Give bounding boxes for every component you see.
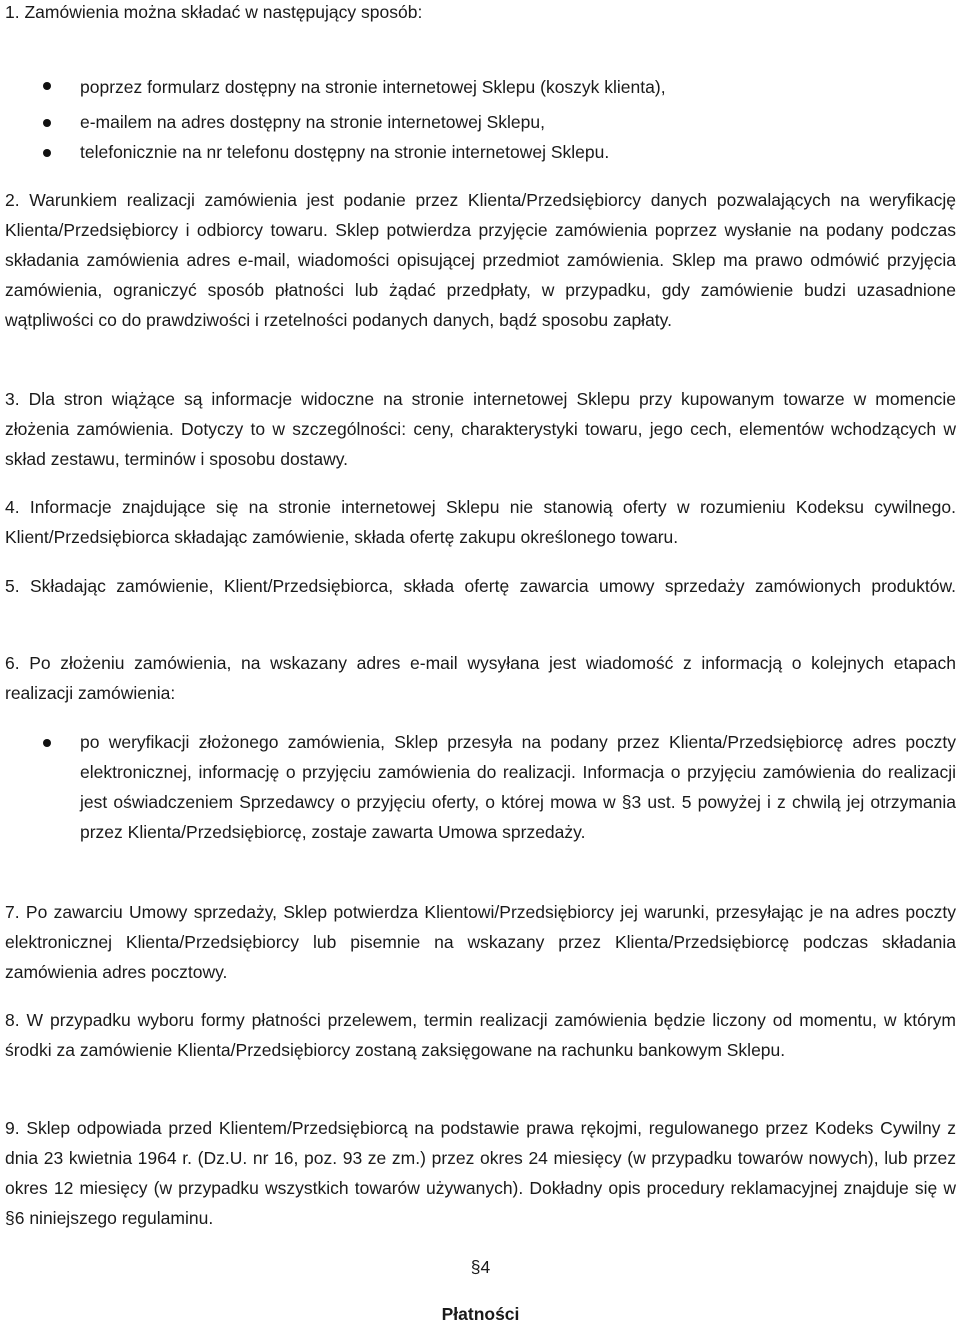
section-4-paragraph: 4. Informacje znajdujące się na stronie internetowej Sklepu nie stanowią oferty w rozumieniu Kodeksu cywilnego. Klient/Przedsiębiorca składając zamówienie, składa ofertę zakupu określonego towaru.	[5, 497, 956, 547]
section-7-paragraph: 7. Po zawarciu Umowy sprzedaży, Sklep potwierdza Klientowi/Przedsiębiorcy jej warunki, przesyłając je na adres poczty elektronicznej Klienta/Przedsiębiorcy lub pisemnie na wskazany przez Klienta/Przedsiębiorcę podczas składania zamówienia adres pocztowy.	[5, 902, 956, 982]
section-1-intro: 1. Zamówienia można składać w następujący sposób:	[5, 2, 423, 22]
section-1-bullet-list	[5, 70, 956, 167]
section-9-paragraph: 9. Sklep odpowiada przed Klientem/Przedsiębiorcą na podstawie prawa rękojmi, regulowanego przez Kodeks Cywilny z dnia 23 kwietnia 1964 r. (Dz.U. nr 16, poz. 93 ze zm.) przez okres 24 miesięcy (w przypadku towarów nowych), lub przez okres 12 miesięcy (w przypadku wszystkich towarów używanych). Dokładny opis procedury reklamacyjnej znajduje się w §6 niniejszego regulaminu.	[5, 1118, 956, 1228]
list-item: po weryfikacji złożonego zamówienia, Sklep przesyła na podany przez Klienta/Przedsiębiorcę adres poczty elektronicznej, informację o przyjęciu zamówienia do realizacji. Informacja o przyjęciu zamówienia do realizacji jest oświadczeniem Sprzedawcy o przyjęciu oferty, o której mowa w §3 ust. 5 powyżej i z chwilą jej otrzymania przez Klienta/Przedsiębiorcę, zostaje zawarta Umowa sprzedaży.	[5, 727, 956, 847]
section-6-bullet-list	[5, 727, 956, 847]
section-title: Płatności	[441, 1304, 520, 1324]
bullet-icon	[43, 119, 51, 127]
section-number: §4	[470, 1257, 491, 1277]
bullet-icon	[43, 739, 51, 747]
section-2-paragraph: 2. Warunkiem realizacji zamówienia jest podanie przez Klienta/Przedsiębiorcy danych pozwalających na weryfikację Klienta/Przedsiębiorcy i odbiorcy towaru. Sklep potwierdza przyjęcie zamówienia poprzez wysłanie na podany podczas składania zamówienia adres e-mail, wiadomości opisującej przedmiot zamówienia. Sklep ma prawo odmówić przyjęcia zamówienia, ograniczyć sposób płatności lub żądać przedpłaty, w przypadku, gdy zamówienie budzi uzasadnione wątpliwości co do prawdziwości i rzetelności podanych danych, bądź sposobu zapłaty.	[5, 190, 956, 330]
list-item: e-mailem na adres dostępny na stronie internetowej Sklepu,	[5, 107, 956, 137]
section-3-paragraph: 3. Dla stron wiążące są informacje widoczne na stronie internetowej Sklepu przy kupowanym towarze w momencie złożenia zamówienia. Dotyczy to w szczególności: ceny, charakterystyki towaru, jego cech, elementów wchodzących w skład zestawu, terminów i sposobu dostawy.	[5, 389, 956, 469]
list-item: telefonicznie na nr telefonu dostępny na stronie internetowej Sklepu.	[5, 137, 956, 167]
section-5-paragraph: 5. Składając zamówienie, Klient/Przedsiębiorca, składa ofertę zawarcia umowy sprzedaży zamówionych produktów.	[5, 576, 956, 596]
bullet-icon	[43, 82, 51, 90]
section-6-intro: 6. Po złożeniu zamówienia, na wskazany adres e-mail wysyłana jest wiadomość z informacją o kolejnych etapach realizacji zamówienia:	[5, 653, 956, 703]
section-8-paragraph: 8. W przypadku wyboru formy płatności przelewem, termin realizacji zamówienia będzie liczony od momentu, w którym środki za zamówienie Klienta/Przedsiębiorcy zostaną zaksięgowane na rachunku bankowym Sklepu.	[5, 1010, 956, 1060]
list-item: poprzez formularz dostępny na stronie internetowej Sklepu (koszyk klienta),	[5, 70, 956, 104]
bullet-icon	[43, 149, 51, 157]
